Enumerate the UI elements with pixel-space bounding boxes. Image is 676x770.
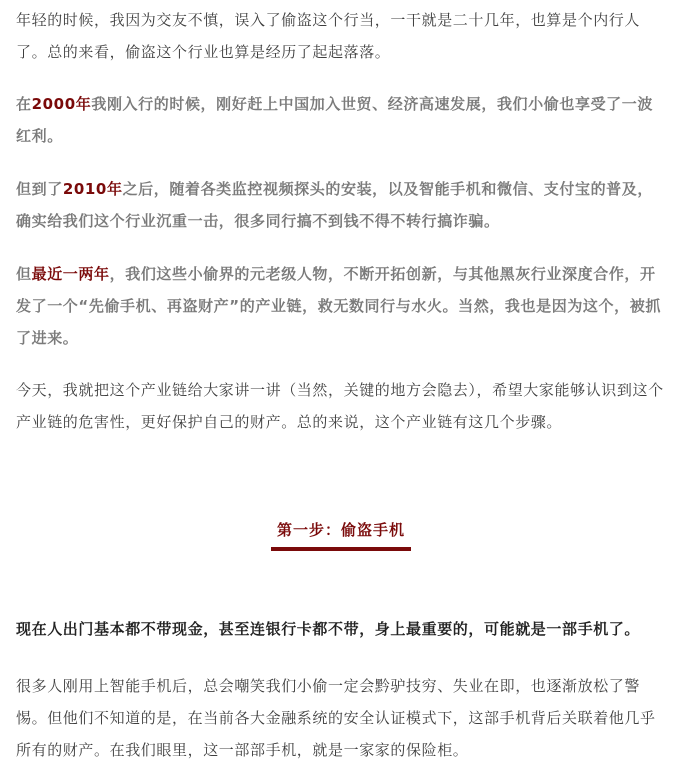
paragraph-2000 xyxy=(16,88,666,152)
highlight-2000: 2000年 xyxy=(31,95,92,113)
paragraph-2010-post: 之后，随着各类监控视频探头的安装，以及智能手机和微信、支付宝的普及，确实给我们这个行业沉重一击，很多同行搞不到钱不得不转行搞诈骗。 xyxy=(16,180,653,230)
paragraph-2010 xyxy=(16,173,666,237)
paragraph-2000-post: 我刚入行的时候，刚好赶上中国加入世贸、经济高速发展，我们小偷也享受了一波红利。 xyxy=(16,95,653,145)
highlight-recent: 最近一两年 xyxy=(31,265,110,283)
highlight-2010: 2010年 xyxy=(62,180,123,198)
paragraph-recent xyxy=(16,258,666,354)
paragraph-lead: 现在人出门基本都不带现金，甚至连银行卡都不带，身上最重要的，可能就是一部手机了。 xyxy=(16,620,641,638)
paragraph-2010-pre: 但到了 xyxy=(16,180,63,198)
paragraph-phone: 很多人刚用上智能手机后，总会嘲笑我们小偷一定会黔驴技穷、失业在即，也逐渐放松了警惕。但他们不知道的是，在当前各大金融系统的安全认证模式下，这部手机背后关联着他几乎所有的财产。在我们眼里，这一部部手机，就是一家家的保险柜。 xyxy=(16,677,656,759)
paragraph-today: 今天，我就把这个产业链给大家讲一讲（当然，关键的地方会隐去），希望大家能够认识到这个产业链的危害性，更好保护自己的财产。总的来说，这个产业链有这几个步骤。 xyxy=(16,381,664,431)
paragraph-recent-post: ，我们这些小偷界的元老级人物，不断开拓创新，与其他黑灰行业深度合作，开发了一个“先偷手机、再盗财产”的产业链，救无数同行与水火。当然，我也是因为这个，被抓了进来。 xyxy=(16,265,661,347)
section-heading-wrap xyxy=(16,519,666,551)
paragraph-recent-pre: 但 xyxy=(16,265,32,283)
section-heading: 第一步：偷盗手机 xyxy=(271,519,411,551)
paragraph-intro: 年轻的时候，我因为交友不慎，误入了偷盗这个行当，一干就是二十几年，也算是个内行人了。总的来看，偷盗这个行业也算是经历了起起落落。 xyxy=(16,11,641,61)
paragraph-2000-pre: 在 xyxy=(16,95,32,113)
